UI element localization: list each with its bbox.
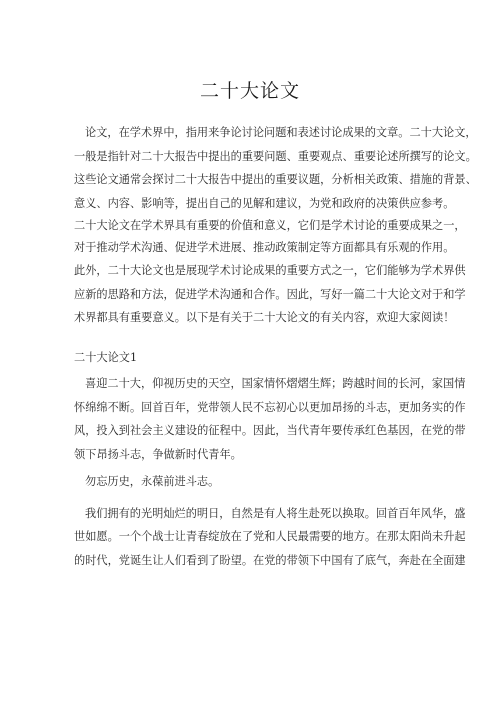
text-line: 术界都具有重要意义。以下是有关于二十大论文的有关内容，欢迎大家阅读！ [74,311,455,324]
page-title: 二十大论文 [199,80,300,102]
text-line: 世如愿。一个个战士让青春绽放在了党和人民最需要的地方。在那太阳尚未升起 [74,530,466,543]
section-paragraph-2 [74,470,434,494]
section-paragraph-3 [74,502,466,573]
text-line: 风，投入到社会主义建设的征程中。因此，当代青年要传承红色基因，在党的带 [74,424,466,437]
text-line: 论文，在学术界中，指用来争论讨论问题和表述讨论成果的文章。二十大论文， [85,126,477,139]
text-line: 一般是指针对二十大报告中提出的重要问题、重要观点、重要论述所撰写的论文。 [74,149,477,163]
text-line: 我们拥有的光明灿烂的明日，自然是有人将生赴死以换取。回首百年风华，盛 [85,506,466,520]
text-line: 二十大论文在学术界具有重要的价值和意义，它们是学术讨论的重要成果之一， [74,219,466,232]
text-line: 勿忘历史，永葆前进斗志。 [85,475,220,488]
text-line: 应新的思路和方法，促进学术沟通和合作。因此，写好一篇二十大论文对于和学 [74,287,466,301]
text-line: 对于推动学术沟通、促进学术进展、推动政策制定等方面都具有乐观的作用。 [74,241,455,254]
text-line: 怀绵绵不断。回首百年，党带领人民不忘初心以更加昂扬的斗志，更加务实的作 [74,400,466,414]
text-line: 喜迎二十大，仰视历史的天空，国家情怀熠熠生辉；跨越时间的长河，家国情 [85,377,466,390]
text-line: 这些论文通常会探讨二十大报告中提出的重要议题，分析相关政策、措施的背景、 [74,173,477,186]
text-line: 领下昂扬斗志，争做新时代青年。 [74,447,242,461]
text-line: 意义、内容、影响等，提出自己的见解和建议，为党和政府的决策供应参考。 [74,196,455,210]
section-heading: 二十大论文1 [74,351,138,364]
text-line: 的时代，党诞生让人们看到了盼望。在党的带领下中国有了底气，奔赴在全面建 [74,553,466,567]
text-line: 此外，二十大论文也是展现学术讨论成果的重要方式之一，它们能够为学术界供 [74,264,466,277]
section-paragraph-1 [74,372,466,466]
intro-paragraph [74,121,477,330]
section-1 [74,346,466,572]
